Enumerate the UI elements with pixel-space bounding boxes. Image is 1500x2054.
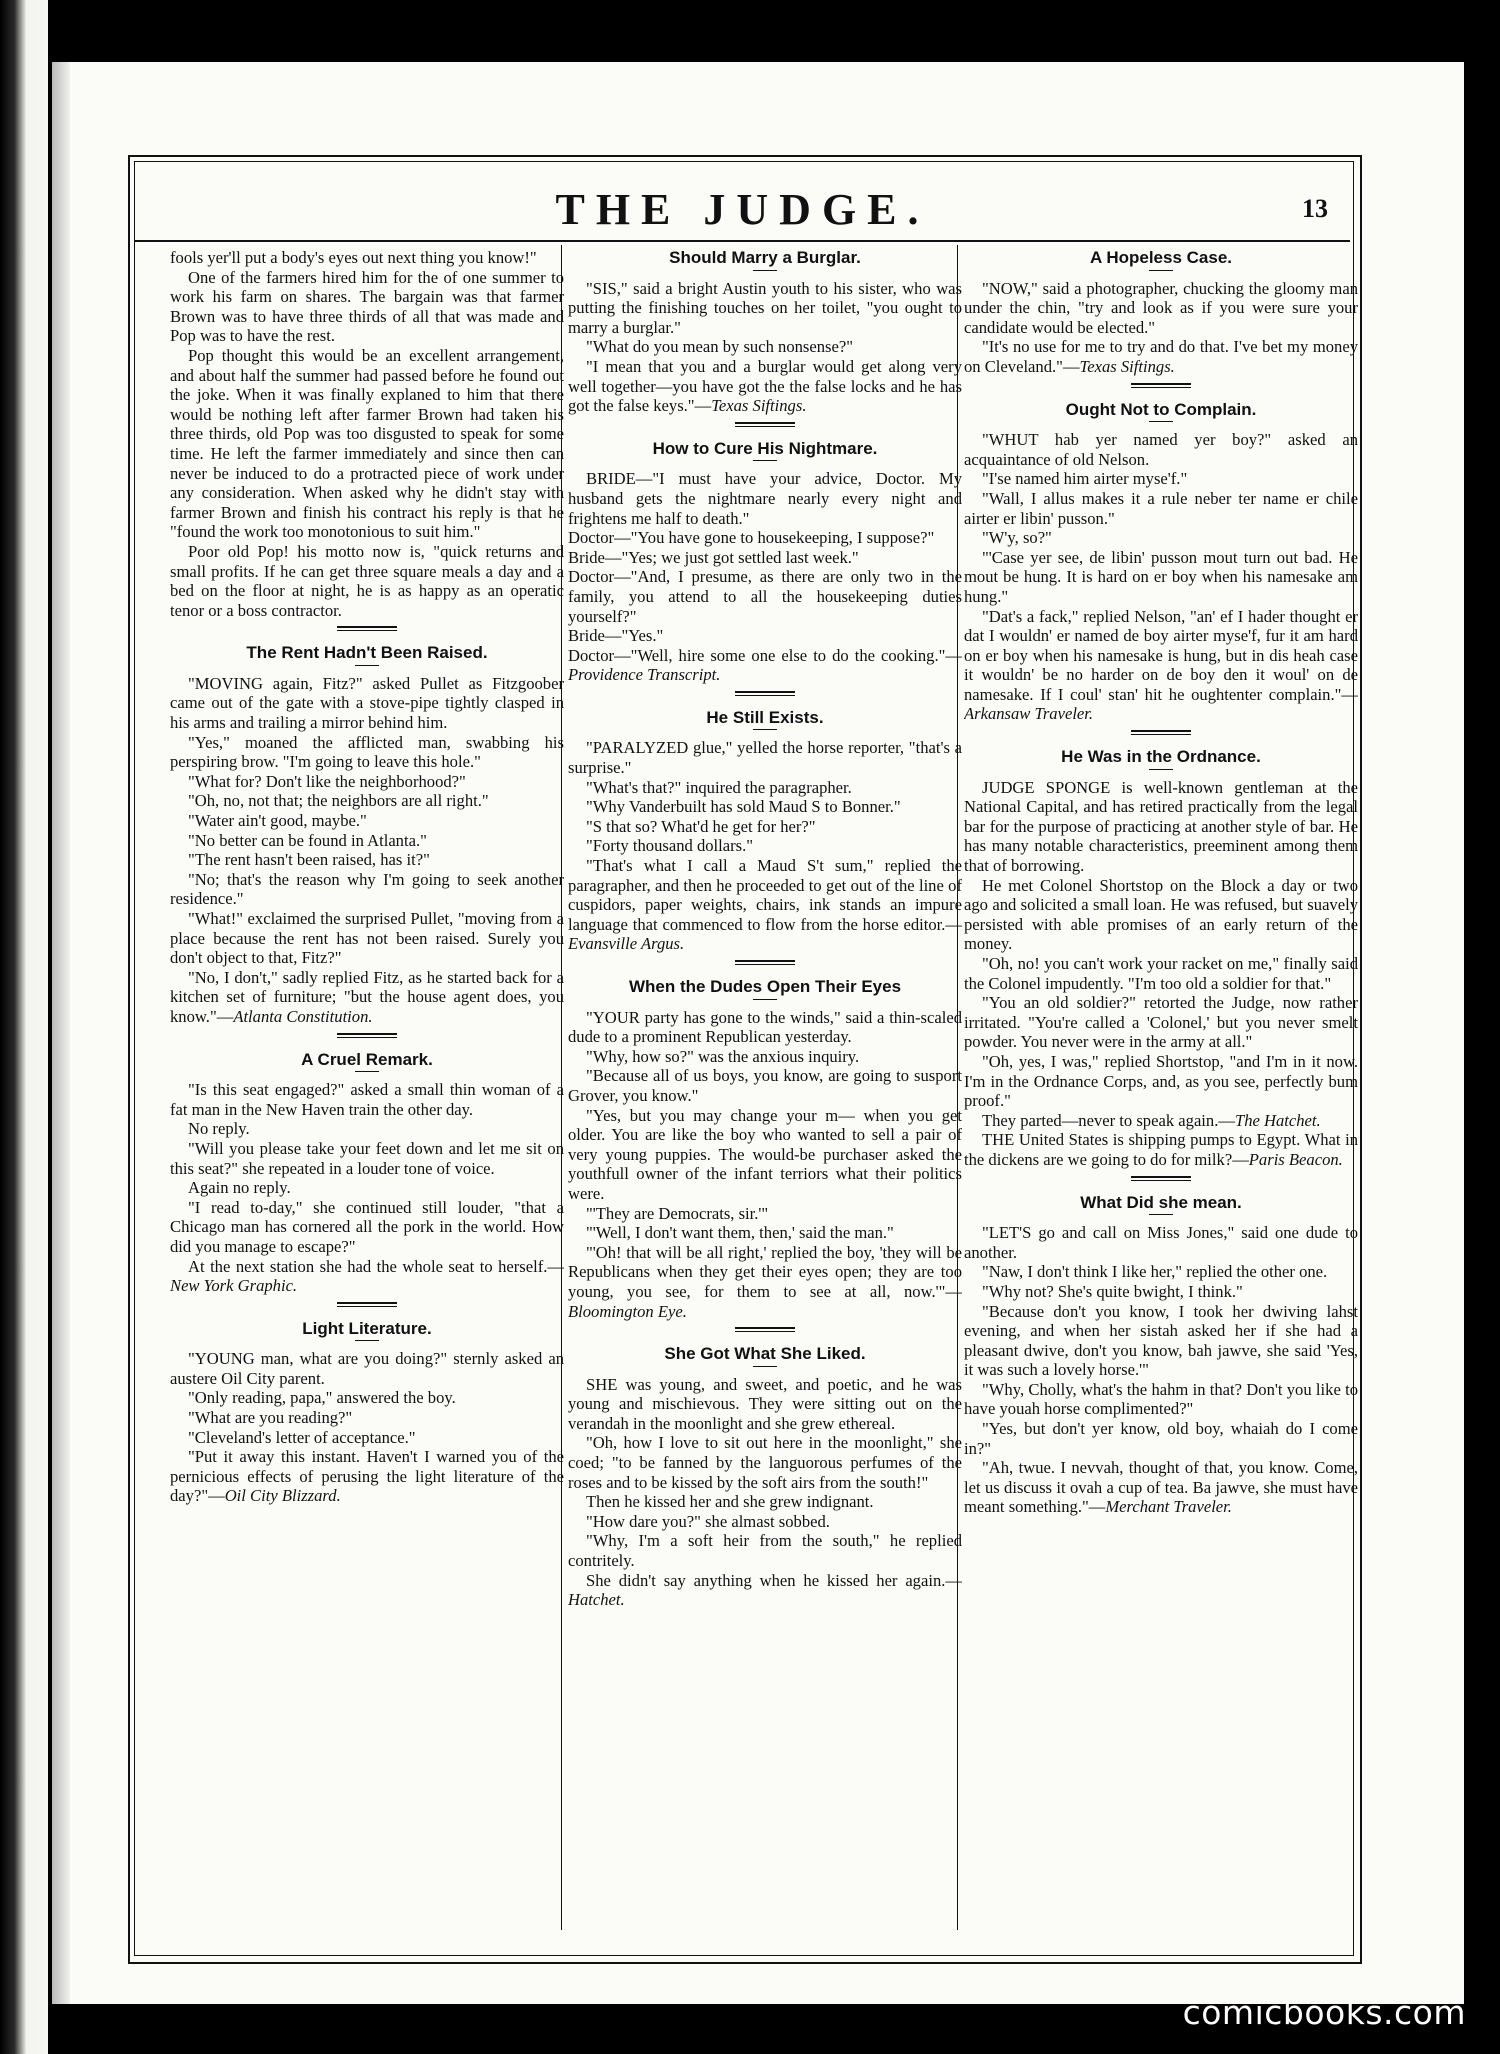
heading-dash [355,665,379,666]
heading-dash [355,1071,379,1072]
paragraph: "YOUR party has gone to the winds," said a thin-scaled dude to a prominent Republican yesterday. [568,1007,962,1047]
paragraph: "LET'S go and call on Miss Jones," said one dude to another. [964,1223,1358,1262]
paragraph-text: THE United States is shipping pumps to Egypt. What in the dickens are we going to do for milk?— [964,1130,1358,1169]
paragraph: "Only reading, papa," answered the boy. [188,1388,456,1408]
attribution: Atlanta Constitution. [233,1006,373,1026]
paragraph: "Oh, yes, I was," replied Shortstop, "and I'm in it now. I'm in the Ordnance Corps, and, as you see, perfectly bum proof." [964,1051,1358,1111]
paragraph: "Because don't you know, I took her dwiving lahst evening, and when her sistah asked her if she had a pleasant dwive, don't you know, bah jawve, she said 'Yes, it was such a lovely horse.'" [964,1301,1358,1380]
page-number: 13 [1302,194,1328,223]
paragraph-text: "No, I don't," sadly replied Fitz, as he started back for a kitchen set of furniture; "but the house agent does, you know."— [170,967,564,1026]
paragraph: "S that so? What'd he get for her?" [586,816,816,836]
paragraph: "Yes," moaned the afflicted man, swabbing his perspiring brow. "I'm going to leave this hole." [170,732,564,772]
paragraph-text: "Dat's a fack," replied Nelson, "an' ef I hader thought er dat I wouldn' er named de boy airter myse'f, fur it am hard on er boy when his namesake is hung, but in dis heah case it wouldn' be no harder on de boy den it woul' on de namesake. If I coul' stan' hit he oughtenter complain."— [964,606,1358,704]
paragraph: "Why, Cholly, what's the hahm in that? Don't you like to have youah horse complimented?" [964,1379,1358,1419]
paragraph: "PARALYZED glue," yelled the horse reporter, "that's a surprise." [568,738,962,778]
attribution: Texas Siftings. [1079,356,1175,376]
paragraph: "How dare you?" she almast sobbed. [586,1511,830,1531]
paragraph [964,1130,1358,1169]
article-heading: A Cruel Remark. [301,1049,433,1069]
article-heading: He Was in the Ordnance. [1061,747,1261,767]
paragraph: "I'se named him airter myse'f." [982,469,1188,489]
paragraph: "What are you reading?" [188,1408,353,1428]
paragraph: "What for? Don't like the neighborhood?" [188,771,466,791]
paragraph: "Oh, no, not that; the neighbors are all right." [188,791,489,811]
paragraph [170,968,564,1027]
heading-dash [753,460,777,461]
section-rule [170,626,564,631]
paragraph: Bride—"Yes; we just got settled last week." [568,547,859,567]
column-2 [568,248,962,1928]
paragraph: "What's that?" inquired the paragrapher. [586,777,852,797]
paragraph: He met Colonel Shortstop on the Block a day or two ago and solicited a small loan. He was refused, but suavely persisted with able promises of an early return of the money. [964,875,1358,954]
paragraph: "Oh, no! you can't work your racket on me," finally said the Colonel impudently. "I'm too old a soldier for that." [964,954,1358,993]
section-rule [568,691,962,696]
paragraph: "What do you mean by such nonsense?" [586,337,853,357]
attribution: The Hatchet. [1234,1110,1321,1130]
section-rule [964,1176,1358,1181]
article-heading: A Hopeless Case. [1089,248,1233,267]
attribution: Bloomington Eye. [568,1301,687,1321]
paragraph-text: "'Oh! that will be all right,' replied the boy, 'they will be Republicans when they get their eyes open; they are too young, you see, for them to see at all, now.'"— [568,1242,962,1301]
paragraph-text: "I mean that you and a burglar would get along very well together—you have got the the false locks and he has got the false keys."— [568,356,962,416]
paragraph [964,607,1358,725]
heading-dash [1149,421,1173,422]
paragraph: Then he kissed her and she grew indignant. [586,1492,874,1512]
paragraph [568,357,962,416]
paragraph: "Wall, I allus makes it a rule neber ter name er chile airter er libin' pusson." [964,488,1358,528]
paragraph [964,1111,1358,1131]
paragraph [568,1571,962,1610]
paragraph: Doctor—"You have gone to housekeeping, I suppose?" [568,528,935,548]
paragraph: "Why, I'm a soft heir from the south," he replied contritely. [568,1531,962,1571]
paragraph-text: At the next station she had the whole seat to herself.— [188,1256,564,1276]
paragraph-text: "It's no use for me to try and do that. I've bet my money on Cleveland."— [964,337,1358,376]
section-rule [964,383,1358,388]
paragraph: "'Case yer see, de libin' pusson mout turn out bad. He mout be hung. It is hard on er boy when his namesake am hung." [964,547,1358,606]
paragraph: "Oh, how I love to sit out here in the moonlight," she coed; "to be fanned by the languorous perfumes of the roses and to be kissed by the soft airs from the south!" [568,1433,962,1492]
section-rule [170,1302,564,1307]
paragraph: "Yes, but don't yer know, old boy, whaiah do I come in?" [964,1419,1358,1458]
article-heading: She Got What She Liked. [664,1344,866,1364]
article-heading: What Did she mean. [1080,1192,1242,1212]
article-heading: How to Cure His Nightmare. [652,438,878,458]
paragraph: Again no reply. [188,1178,291,1198]
column-1 [170,248,564,1928]
binding-shadow [52,62,70,2004]
heading-dash [753,270,777,271]
heading-dash [753,1366,777,1367]
section-rule [568,422,962,427]
paragraph: "Why, how so?" was the anxious inquiry. [586,1046,860,1066]
article-heading: When the Dudes Open Their Eyes [628,977,902,996]
attribution: Hatchet. [568,1590,625,1610]
watermark-text: comicbooks.com [1182,1993,1466,2032]
paragraph: JUDGE SPONGE is well-known gentleman at the National Capital, and has retired practically from the legal bar for the purpose of practicing at another style of bar. He has many notable characteristics, preeminent among them that of borrowing. [964,777,1358,876]
attribution: Merchant Traveler. [1105,1497,1232,1517]
section-rule [568,960,962,965]
paragraph-text: "Ah, twue. I nevvah, thought of that, you know. Come, let us discuss it ovah a cup of tea. Ba jawve, she must have meant something."— [964,1458,1358,1517]
paragraph: "Yes, but you may change your m— when you get older. You are like the boy who wanted to sell a pair of very young puppies. The would-be purchaser asked the youthfull owner of the infant terriors what their politics were. [568,1105,962,1203]
paragraph-text: They parted—never to speak again.— [982,1110,1235,1130]
paragraph: "Will you please take your feet down and let me sit on this seat?" she repeated in a louder tone of voice. [170,1138,564,1178]
paragraph [170,1447,564,1506]
paragraph-text: She didn't say anything when he kissed her again.— [586,1570,962,1590]
article-heading: The Rent Hadn't Been Raised. [246,643,488,663]
paragraph: Pop thought this would be an excellent arrangement, and about half the summer had passed before he found out the joke. When it was finally explaned to him that there would be nothing left after farmer Brown had taken his three thirds, old Pop was too disgusted to speak for some time. He left the farmer immediately and since then can never be induced to do a protracted piece of work under any consideration. When asked why he didn't stay with farmer Brown and finish his contract his reply is that he "found the work too monotonious to suit him." [170,345,564,542]
heading-dash [1149,1214,1173,1215]
paragraph: "Water ain't good, maybe." [188,811,367,831]
paragraph: "You an old soldier?" retorted the Judge, now rather irritated. "You're called a 'Colonel,' but you never smelt powder. You never were in the army at all." [964,993,1358,1052]
paragraph: "Why not? She's quite bwight, I think." [982,1281,1243,1301]
paragraph [170,1257,564,1296]
heading-dash [355,1340,379,1341]
paragraph: "Because all of us boys, you know, are going to susport Grover, you know." [568,1066,962,1105]
paragraph: No reply. [188,1119,250,1139]
heading-dash [1149,769,1173,770]
paragraph: Doctor—"And, I presume, as there are only two in the family, you attend to all the housekeeping duties yourself?" [568,567,962,626]
masthead [135,180,1350,242]
attribution: Arkansaw Traveler. [964,704,1094,724]
paragraph: "MOVING again, Fitz?" asked Pullet as Fitzgoober came out of the gate with a stove-pipe tightly clasped in his arms and trailing a mirror behind him. [170,673,564,733]
publication-title: THE JUDGE. [555,185,930,234]
paragraph: SHE was young, and sweet, and poetic, and he was young and mischievous. They were sitting out on the verandah in the moonlight and she grew ethereal. [568,1374,962,1433]
paragraph-text: "That's what I call a Maud S't sum," replied the paragrapher, and then he proceeded to get out of the line of cuspidors, paper weights, chairs, ink stands an impure language that commenced to flow from the horse editor.— [568,856,962,934]
paragraph: "I read to-day," she continued still louder, "that a Chicago man has cornered all the pork in the world. How did you manage to escape?" [170,1197,564,1256]
section-rule [568,1327,962,1332]
paragraph: "Naw, I don't think I like her," replied the other one. [982,1262,1328,1282]
paragraph [568,646,962,685]
column-3 [964,248,1358,1928]
paragraph: fools yer'll put a body's eyes out next thing you know!" [170,248,537,267]
paragraph: "WHUT hab yer named yer boy?" asked an acquaintance of old Nelson. [964,430,1358,469]
paragraph: "'They are Democrats, sir.'" [586,1203,769,1223]
paragraph: "NOW," said a photographer, chucking the gloomy man under the chin, "try and look as if you were sure your candidate would be elected." [964,278,1358,337]
paragraph: "The rent hasn't been raised, has it?" [188,850,430,870]
paragraph [964,337,1358,376]
article-heading: Should Marry a Burglar. [669,248,861,267]
paragraph: One of the farmers hired him for the of one summer to work his farm on shares. The bargain was that farmer Brown was to have three thirds of all that was made and Pop was to have the rest. [170,267,564,346]
attribution: Evansville Argus. [568,934,685,954]
paragraph: "YOUNG man, what are you doing?" sternly asked an austere Oil City parent. [170,1349,564,1388]
paragraph: "What!" exclaimed the surprised Pullet, "moving from a place because the rent has not been raised. Surely you don't object to that, Fitz?" [170,909,564,968]
paragraph: "Forty thousand dollars." [586,836,754,856]
article-heading: Ought Not to Complain. [1065,399,1257,419]
heading-dash [753,729,777,730]
paragraph-text: Doctor—"Well, hire some one else to do the cooking."— [568,645,962,665]
heading-dash [753,999,777,1000]
attribution: New York Graphic. [170,1276,298,1296]
paragraph [964,1458,1358,1517]
heading-dash [1149,270,1173,271]
article-heading: Light Literature. [302,1318,432,1338]
attribution: Paris Beacon. [1248,1149,1343,1169]
paragraph [568,1243,962,1321]
section-rule [170,1033,564,1038]
paragraph: Poor old Pop! his motto now is, "quick returns and small profits. If he can get three square meals a day and a bed on the floor at night, he is as happy as an operatic tenor or a boss contractor. [170,541,564,620]
paragraph: "Is this seat engaged?" asked a small thin woman of a fat man in the New Haven train the other day. [170,1080,564,1119]
paragraph-text: "Put it away this instant. Haven't I warned you of the pernicious effects of perusing the light literature of the day?"— [170,1447,564,1506]
paragraph: BRIDE—"I must have your advice, Doctor. My husband gets the nightmare nearly every night and frightens me half to death." [568,469,962,528]
attribution: Oil City Blizzard. [224,1486,341,1506]
paragraph: "SIS," said a bright Austin youth to his sister, who was putting the finishing touches on her toilet, "you ought to marry a burglar." [568,278,962,337]
paragraph: "W'y, so?" [982,528,1052,548]
paragraph: "'Well, I don't want them, then,' said the man." [586,1223,894,1243]
paragraph: "No; that's the reason why I'm going to seek another residence." [170,869,564,909]
facing-page-edge [0,0,48,2054]
paragraph [568,856,962,954]
paragraph: "No better can be found in Atlanta." [188,830,427,850]
attribution: Texas Siftings. [711,396,807,416]
paragraph: "Why Vanderbuilt has sold Maud S to Bonner." [586,797,901,817]
paragraph: "Cleveland's letter of acceptance." [188,1427,416,1447]
article-heading: He Still Exists. [706,707,824,727]
attribution: Providence Transcript. [568,665,721,685]
paragraph: Bride—"Yes." [568,626,664,646]
section-rule [964,730,1358,735]
